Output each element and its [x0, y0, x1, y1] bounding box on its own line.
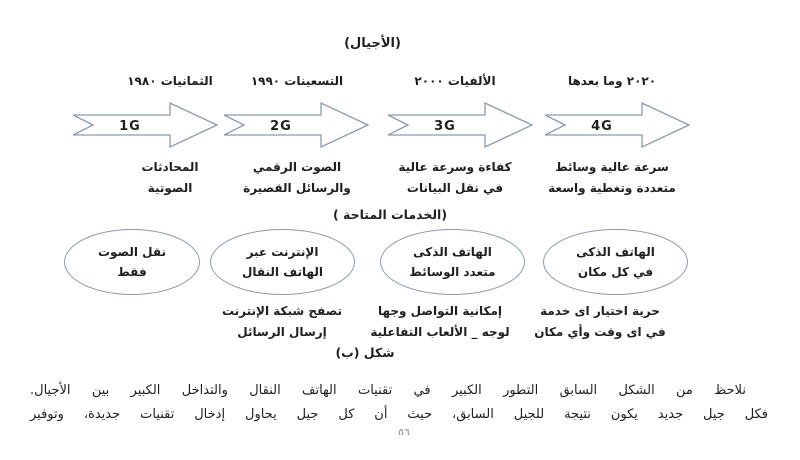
feature-line: الصوتية	[147, 181, 193, 195]
service-bubble-voice-only	[64, 229, 200, 295]
feature-line: كفاءة وسرعة عالية	[398, 160, 512, 174]
detail-line: لوجه _ الألعاب التفاعلية	[370, 325, 510, 339]
bubble-line: متعدد الوسائط	[409, 265, 496, 279]
paragraph-line: نلاحظ من الشكل السابق التطور الكبير في تقنيات الهاتف النقال والتداخل الكبير بين الأجيال.	[30, 383, 746, 398]
detail-line: إرسال الرسائل	[237, 325, 327, 339]
generation-label-2g: 2G	[270, 119, 292, 134]
generation-period-3g: الألفيات ٢٠٠٠	[414, 74, 496, 88]
generation-arrow-2g	[224, 102, 369, 148]
detail-line: إمكانية التواصل وجها	[377, 304, 503, 318]
service-bubble-smartphone-everywhere	[543, 229, 688, 295]
generation-label-1g: 1G	[119, 119, 141, 134]
detail-line: في اى وقت وأي مكان	[534, 325, 666, 339]
service-details-mobile-internet	[192, 301, 372, 343]
bubble-line: الهاتف الذكى	[413, 245, 492, 259]
service-details-multimedia-smartphone	[350, 301, 530, 343]
feature-line: سرعة عالية وسائط	[555, 160, 669, 174]
generation-features-2g	[212, 157, 382, 199]
feature-line: الصوت الرقمي	[252, 160, 342, 174]
service-details-smartphone-everywhere	[510, 301, 690, 343]
detail-line: تصفح شبكة الإنترنت	[221, 304, 343, 318]
bubble-line: نقل الصوت	[97, 245, 167, 259]
generation-features-4g	[527, 157, 697, 199]
service-bubble-multimedia-smartphone	[380, 229, 525, 295]
feature-line: في نقل البيانات	[406, 181, 504, 195]
page-title: (الأجيال)	[344, 36, 401, 51]
generation-arrow-3g	[388, 102, 533, 148]
notched-right-arrow-shape	[545, 103, 689, 147]
service-bubble-mobile-internet	[210, 229, 355, 295]
generation-label-4g: 4G	[591, 119, 613, 134]
notched-right-arrow-shape	[73, 103, 217, 147]
notched-right-arrow-shape	[388, 103, 532, 147]
feature-line: والرسائل القصيرة	[243, 181, 351, 195]
feature-line: المحادثات	[141, 160, 199, 174]
generation-period-1g: الثمانيات ١٩٨٠	[127, 74, 213, 88]
page-number: ٥٦	[398, 426, 410, 435]
services-title: (الخدمات المتاحة )	[332, 207, 448, 222]
bubble-line: فقط	[117, 265, 147, 279]
bubble-line: الهاتف النقال	[241, 265, 324, 279]
figure-label: شكل (ب)	[335, 345, 395, 360]
bubble-line: الإنترنت عبر	[246, 245, 319, 259]
bubble-line: الهاتف الذكى	[576, 245, 655, 259]
notched-right-arrow-shape	[224, 103, 368, 147]
generation-arrow-4g	[545, 102, 690, 148]
detail-line: حرية اختيار اى خدمة	[540, 304, 660, 318]
generation-period-4g: ٢٠٢٠ وما بعدها	[567, 74, 657, 88]
feature-line: متعددة وتغطية واسعة	[548, 181, 676, 195]
generation-period-2g: التسعينات ١٩٩٠	[250, 74, 344, 88]
paragraph-line: فكل جيل جديد يكون نتيجة للجيل السابق، حيث أن كل جيل يحاول إدخال تقنيات جديدة، وتوفير	[30, 407, 768, 422]
generation-arrow-1g	[73, 102, 218, 148]
bubble-line: في كل مكان	[577, 265, 654, 279]
generation-features-3g	[370, 157, 540, 199]
generation-label-3g: 3G	[434, 119, 456, 134]
body-paragraph	[30, 379, 768, 427]
